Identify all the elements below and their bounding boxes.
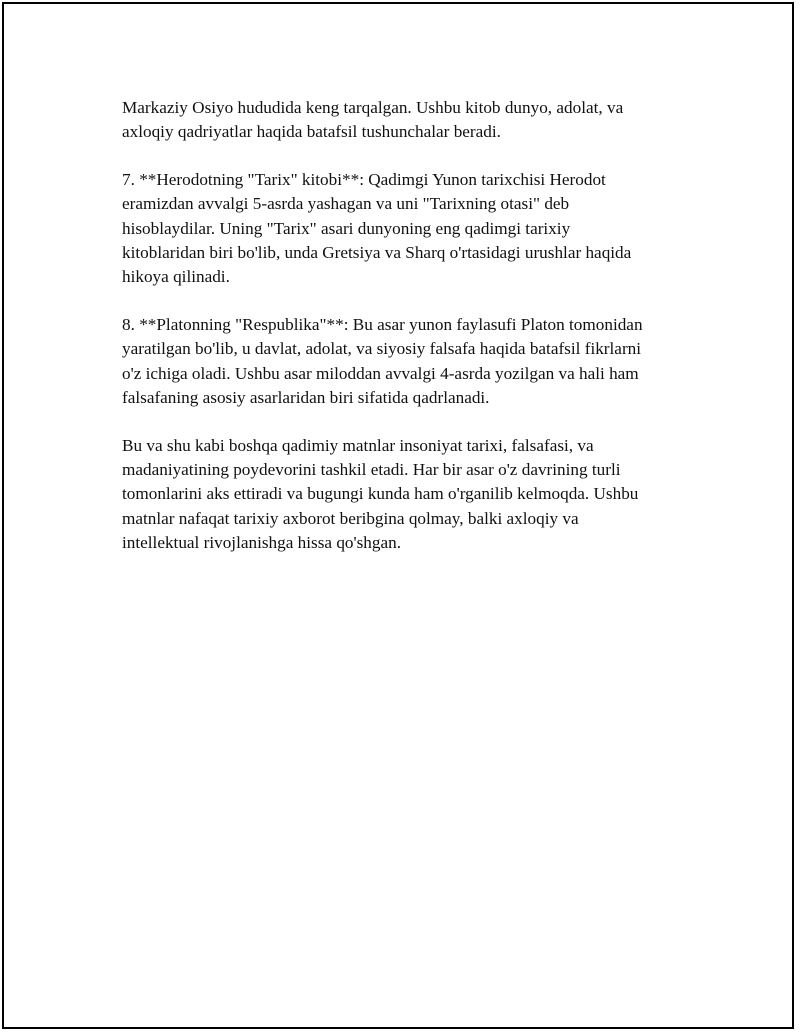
paragraph-conclusion: Bu va shu kabi boshqa qadimiy matnlar insoniyat tarixi, falsafasi, va madaniyatining poydevorini tashkil etadi. Har bir asar o'z davrining turli tomonlarini aks ettiradi va bugungi kunda ham o'rganilib kelmoqda. Ushbu matnlar nafaqat tarixiy axborot beribgina qolmay, balki axloqiy va intellektual rivojlanishga hissa qo'shgan. bbox=[122, 435, 639, 552]
paragraph-intro-continuation: Markaziy Osiyo hududida keng tarqalgan. Ushbu kitob dunyo, adolat, va axloqiy qadriyatlar haqida batafsil tushunchalar beradi. bbox=[122, 98, 624, 142]
document-page bbox=[2, 2, 794, 1029]
document-body bbox=[122, 96, 692, 579]
paragraph-plato-republic: 8. **Platonning "Respublika"**: Bu asar yunon faylasufi Platon tomonidan yaratilgan bo'lib, u davlat, adolat, va siyosiy falsafa haqida batafsil fikrlarni o'z ichiga oladi. Ushbu asar miloddan avvalgi 4-asrda yozilgan va hali ham falsafaning asosiy asarlaridan biri sifatida qadrlanadi. bbox=[122, 315, 643, 407]
paragraph-herodotus-history: 7. **Herodotning "Tarix" kitobi**: Qadimgi Yunon tarixchisi Herodot eramizdan avvalgi 5-asrda yashagan va uni "Tarixning otasi" deb hisoblaydilar. Uning "Tarix" asari dunyoning eng qadimgi tarixiy kitoblaridan biri bo'lib, unda Gretsiya va Sharq o'rtasidagi urushlar haqida hikoya qilinadi. bbox=[122, 170, 632, 287]
